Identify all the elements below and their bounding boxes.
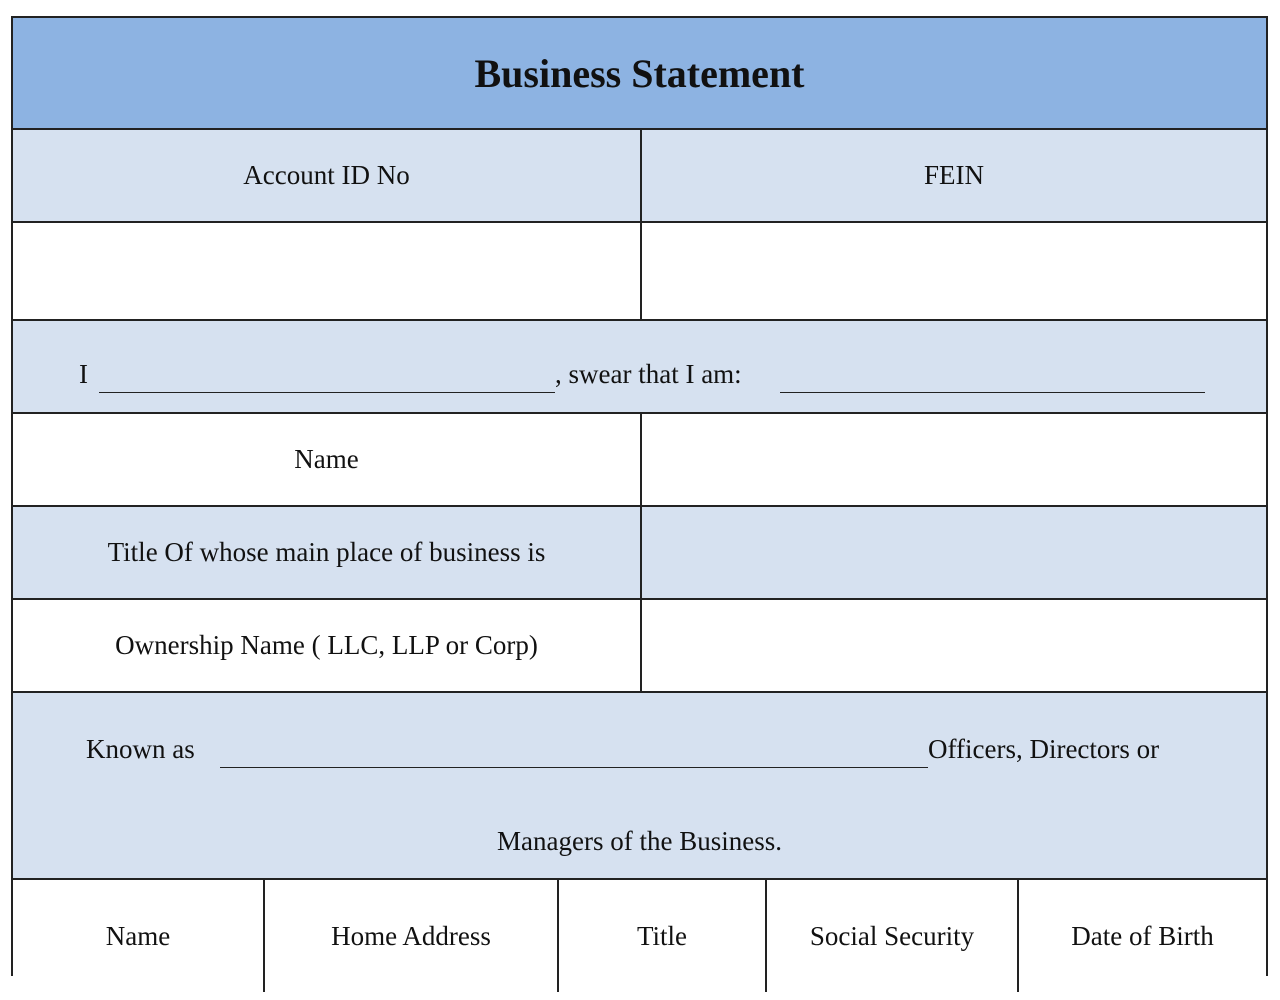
ownership-label: Ownership Name ( LLC, LLP or Corp) — [13, 600, 642, 691]
col-header-social-security: Social Security — [767, 880, 1019, 992]
fein-field[interactable] — [642, 223, 1266, 319]
col-header-date-of-birth: Date of Birth — [1071, 920, 1214, 951]
known-as-blank[interactable] — [220, 767, 928, 768]
name-field[interactable] — [642, 414, 1266, 505]
title-place-field[interactable] — [642, 507, 1266, 598]
form-title: Business Statement — [474, 50, 805, 96]
account-id-label: Account ID No — [13, 130, 642, 221]
id-value-row — [13, 223, 1266, 321]
name-row — [13, 414, 1266, 507]
account-id-field[interactable] — [13, 223, 642, 319]
title-place-label: Title Of whose main place of business is — [13, 507, 642, 598]
name-label: Name — [13, 414, 642, 505]
id-header-row — [13, 130, 1266, 223]
business-statement-form — [11, 16, 1268, 976]
title-row — [13, 18, 1266, 130]
title-place-row — [13, 507, 1266, 600]
col-header-name: Name — [13, 880, 265, 992]
known-as-row — [13, 693, 1266, 880]
officers-table-header — [13, 880, 1266, 1000]
known-as-second-line: Managers of the Business. — [497, 826, 782, 856]
col-header-title: Title — [559, 880, 767, 992]
oath-role-blank[interactable] — [780, 392, 1205, 393]
ownership-field[interactable] — [642, 600, 1266, 691]
oath-prefix: I — [79, 359, 88, 389]
oath-name-blank[interactable] — [99, 392, 555, 393]
fein-label: FEIN — [924, 160, 984, 190]
oath-row — [13, 321, 1266, 414]
oath-middle: , swear that I am: — [555, 359, 742, 389]
ownership-row — [13, 600, 1266, 693]
known-as-prefix: Known as — [86, 734, 195, 764]
known-as-suffix: Officers, Directors or — [928, 734, 1160, 764]
col-header-home-address: Home Address — [265, 880, 559, 992]
